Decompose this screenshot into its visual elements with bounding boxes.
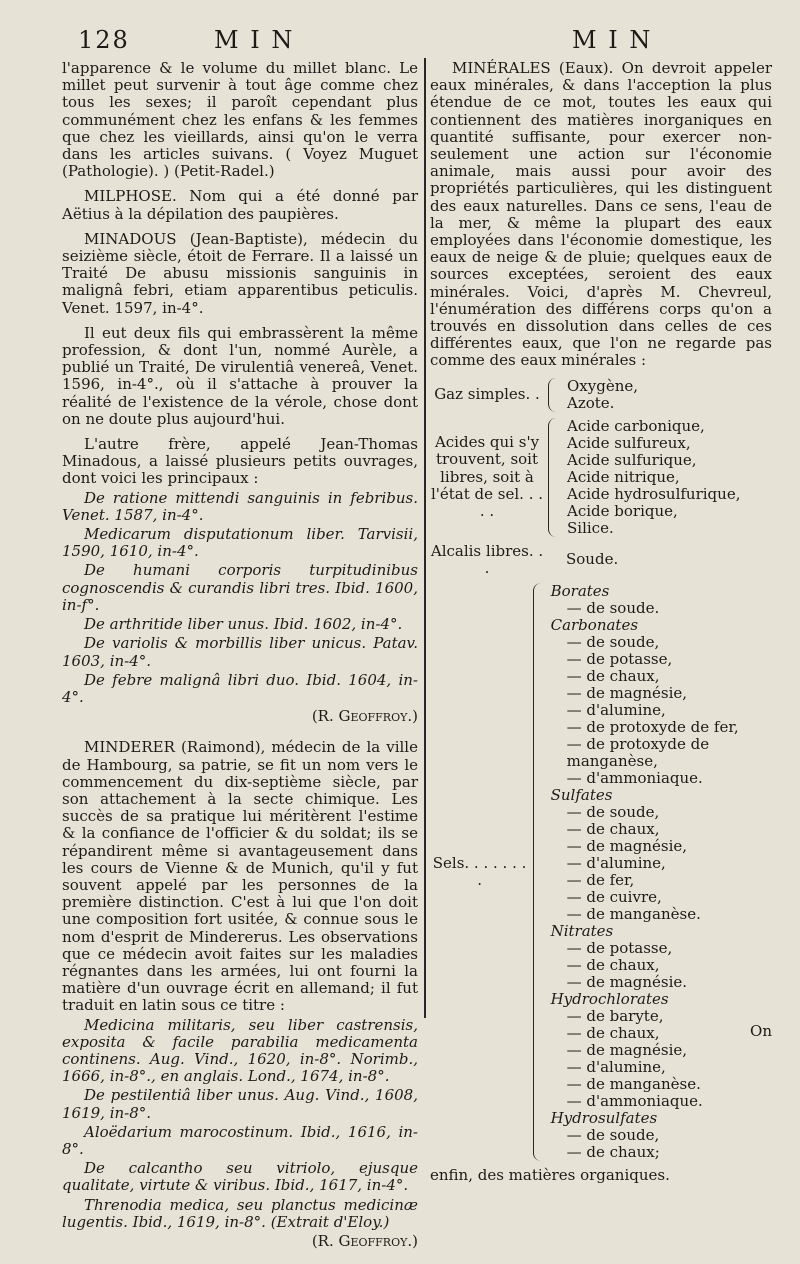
milphose-entry: MILPHOSE. Nom qui a été donné par Aëtius à la dépilation des paupières. xyxy=(62,187,418,223)
alkali-row xyxy=(430,543,772,577)
salt-item: — de soude, xyxy=(566,803,660,822)
salts-list xyxy=(551,583,772,1161)
bibliography-item: Medicina militaris, seu liber castrensis, exposita & facile parabilia medicamenta continens. Aug. Vind., 1620, in-8°. Norimb., 1666, in-8°., en anglais. Lond., 1674, in-8°. xyxy=(62,1015,418,1086)
brace xyxy=(533,583,544,1161)
minadous-entry: MINADOUS (Jean-Baptiste), médecin du seizième siècle, étoit de Ferrare. Il a laissé un Traité De abusu missionis sanguinis in malignâ febri, etiam apparentibus peticulis. Venet. 1597, in-4°. xyxy=(62,229,418,317)
acid-item: Acide sulfurique, xyxy=(567,450,697,469)
bibliography-item: De ratione mittendi sanguinis in febribus. Venet. 1587, in-4°. xyxy=(62,488,418,524)
minerales-entry: MINÉRALES (Eaux). On devroit appeler eaux minérales, & dans l'acception la plus étendue de ce mot, toutes les eaux qui contiennent des matières inorganiques en quantité suffisante, pour exercer non-seulement une action sur l'économie animale, mais aussi pour avoir des propriétés particulières, qui les distinguent des eaux naturelles. Dans ce sens, l'eau de la mer, & même la plupart des eaux employées dans l'économie domestique, les eaux de neige & de pluie; quelques eaux de sources exceptées, seroient des eaux minérales. Voici, d'après M. Chevreul, l'énumération des différens corps qu'on a trouvés en dissolution dans celles de ces différentes eaux, que l'on ne regarde pas comme des eaux minérales : xyxy=(430,59,772,370)
salt-item: — de soude, xyxy=(566,1126,660,1145)
salts-row xyxy=(430,583,772,1161)
salt-item: — de protoxyde de fer, xyxy=(566,718,739,737)
bibliography-item: De variolis & morbillis liber unicus. Patav. 1603, in-4°. xyxy=(62,634,418,670)
alkali-item: Soude. xyxy=(566,550,619,569)
brace xyxy=(548,378,561,412)
catchword: On xyxy=(750,1022,772,1040)
salt-item: — d'ammoniaque. xyxy=(566,1092,703,1111)
salt-group: Hydrosulfates xyxy=(550,1109,658,1128)
right-column xyxy=(430,60,772,1184)
acid-item: Acide borique, xyxy=(567,501,678,520)
salt-item: — d'alumine, xyxy=(566,1058,666,1077)
salt-group: Nitrates xyxy=(550,922,614,941)
salt-item: — de cuivre, xyxy=(566,888,662,907)
author-signature: (R. Geoffroy.) xyxy=(311,707,418,726)
author-signature: (R. Geoffroy.) xyxy=(311,1232,418,1250)
minadous-brother: L'autre frère, appelé Jean-Thomas Minadous, a laissé plusieurs petits ouvrages, dont voici les principaux : xyxy=(62,435,418,488)
acid-item: Acide sulfureux, xyxy=(567,433,691,452)
salt-group: Sulfates xyxy=(550,786,613,805)
page-number: 128 xyxy=(78,26,130,54)
salt-item: — d'alumine, xyxy=(566,701,666,720)
salt-item: — de chaux, xyxy=(566,956,660,975)
minadous-sons: Il eut deux fils qui embrassèrent la même profession, & dont l'un, nommé Aurèle, a publié un Traité, De virulentiâ venereâ, Venet. 1596, in-4°., où il s'attache à prouver la réalité de l'existence de la vérole, chose dont on ne doute plus aujourd'hui. xyxy=(62,323,418,428)
alkali-label: Alcalis libres. . . xyxy=(430,541,544,577)
salt-group: Carbonates xyxy=(550,616,639,635)
acids-label: Acides qui s'y trouvent, soit libres, soit à l'état de sel. . . . . xyxy=(430,433,544,520)
salt-item: — de soude, xyxy=(566,633,660,652)
salt-item: — de manganèse. xyxy=(566,905,701,924)
gas-item: Oxygène, xyxy=(567,376,639,395)
salt-item: — de fer, xyxy=(566,871,635,890)
minderer-entry: MINDERER (Raimond), médecin de la ville de Hambourg, sa patrie, se fit un nom vers le commencement du dix-septième siècle, par son attachement à la secte chimique. Les succès de sa pratique lui méritèrent l'estime & la confiance de l'officier & du soldat; ils se répandirent même si avantageusement dans les cours de Vienne & de Munich, qu'il y fut souvent appelé par les personnes de la première distinction. C'est à lui que l'on doit une composition fort usitée, & connue sous le nom d'esprit de Mindererus. Les observations que ce médecin avoit faites sur les maladies régnantes dans les armées, lui ont fourni la matière d'un ouvrage écrit en allemand; il fut traduit en latin sous ce titre : xyxy=(62,738,418,1015)
bibliography-item: De arthritide liber unus. Ibid. 1602, in-4°. xyxy=(84,615,403,634)
mineral-classification-table xyxy=(430,378,772,1161)
closing-line: enfin, des matières organiques. xyxy=(430,1166,670,1185)
bibliography-item: Aloëdarium marocostinum. Ibid., 1616, in-8°. xyxy=(62,1122,418,1158)
bibliography-item: Threnodia medica, seu planctus medicinæ lugentis. Ibid., 1619, in-8°. (Extrait d'Eloy.) xyxy=(62,1195,418,1231)
gas-item: Azote. xyxy=(567,393,615,412)
acid-item: Acide carbonique, xyxy=(567,416,705,435)
salt-item: — de baryte, xyxy=(566,1007,664,1026)
millet-paragraph: l'apparence & le volume du millet blanc. Le millet peut survenir à tout âge comme chez tous les sexes; il paroît cependant plus communément chez les enfans & les femmes que chez les vieillards, ainsi qu'on le verra dans les articles suivans. ( Voyez Muguet (Pathologie). ) (Petit-Radel.) xyxy=(62,59,418,181)
column-rule xyxy=(424,58,426,1018)
salt-item: — de protoxyde de manganèse, xyxy=(566,735,710,771)
salt-item: — de chaux; xyxy=(566,1143,660,1162)
acid-item: Acide nitrique, xyxy=(567,467,680,486)
gas-label: Gaz simples. . xyxy=(434,385,540,404)
salt-item: — d'alumine, xyxy=(566,854,666,873)
salt-item: — de magnésie, xyxy=(566,684,688,703)
acid-item: Acide hydrosulfurique, xyxy=(567,484,741,503)
salt-item: — d'ammoniaque. xyxy=(566,769,703,788)
salt-item: — de chaux, xyxy=(566,667,660,686)
bibliography-item: De pestilentiâ liber unus. Aug. Vind., 1608, 1619, in-8°. xyxy=(62,1086,418,1122)
salt-item: — de chaux, xyxy=(566,1024,660,1043)
bibliography-item: De calcantho seu vitriolo, ejusque qualitate, virtute & viribus. Ibid., 1617, in-4°. xyxy=(62,1159,418,1195)
salts-label: Sels. . . . . . . . xyxy=(432,853,527,890)
salt-item: — de magnésie. xyxy=(566,973,688,992)
salt-item: — de chaux, xyxy=(566,820,660,839)
acid-item: Silice. xyxy=(567,518,614,537)
gas-row xyxy=(430,378,772,412)
salt-item: — de potasse, xyxy=(566,939,673,958)
salt-item: — de magnésie, xyxy=(566,1041,688,1060)
salt-group: Hydrochlorates xyxy=(550,990,669,1009)
left-column xyxy=(62,60,418,1264)
bibliography-item: De febre malignâ libri duo. Ibid. 1604, in-4°. xyxy=(62,670,418,706)
salt-item: — de manganèse. xyxy=(566,1075,701,1094)
bibliography-item: Medicarum disputationum liber. Tarvisii, 1590, 1610, in-4°. xyxy=(62,525,418,561)
salt-group: Borates xyxy=(550,582,610,601)
salt-item: — de magnésie, xyxy=(566,837,688,856)
running-head-right: M I N xyxy=(572,26,653,54)
acids-row xyxy=(430,418,772,537)
brace xyxy=(548,418,561,537)
salt-item: — de soude. xyxy=(566,599,660,618)
running-head-left: M I N xyxy=(214,26,295,54)
bibliography-item: De humani corporis turpitudinibus cognoscendis & curandis libri tres. Ibid. 1600, in-f°. xyxy=(62,561,418,614)
salt-item: — de potasse, xyxy=(566,650,673,669)
